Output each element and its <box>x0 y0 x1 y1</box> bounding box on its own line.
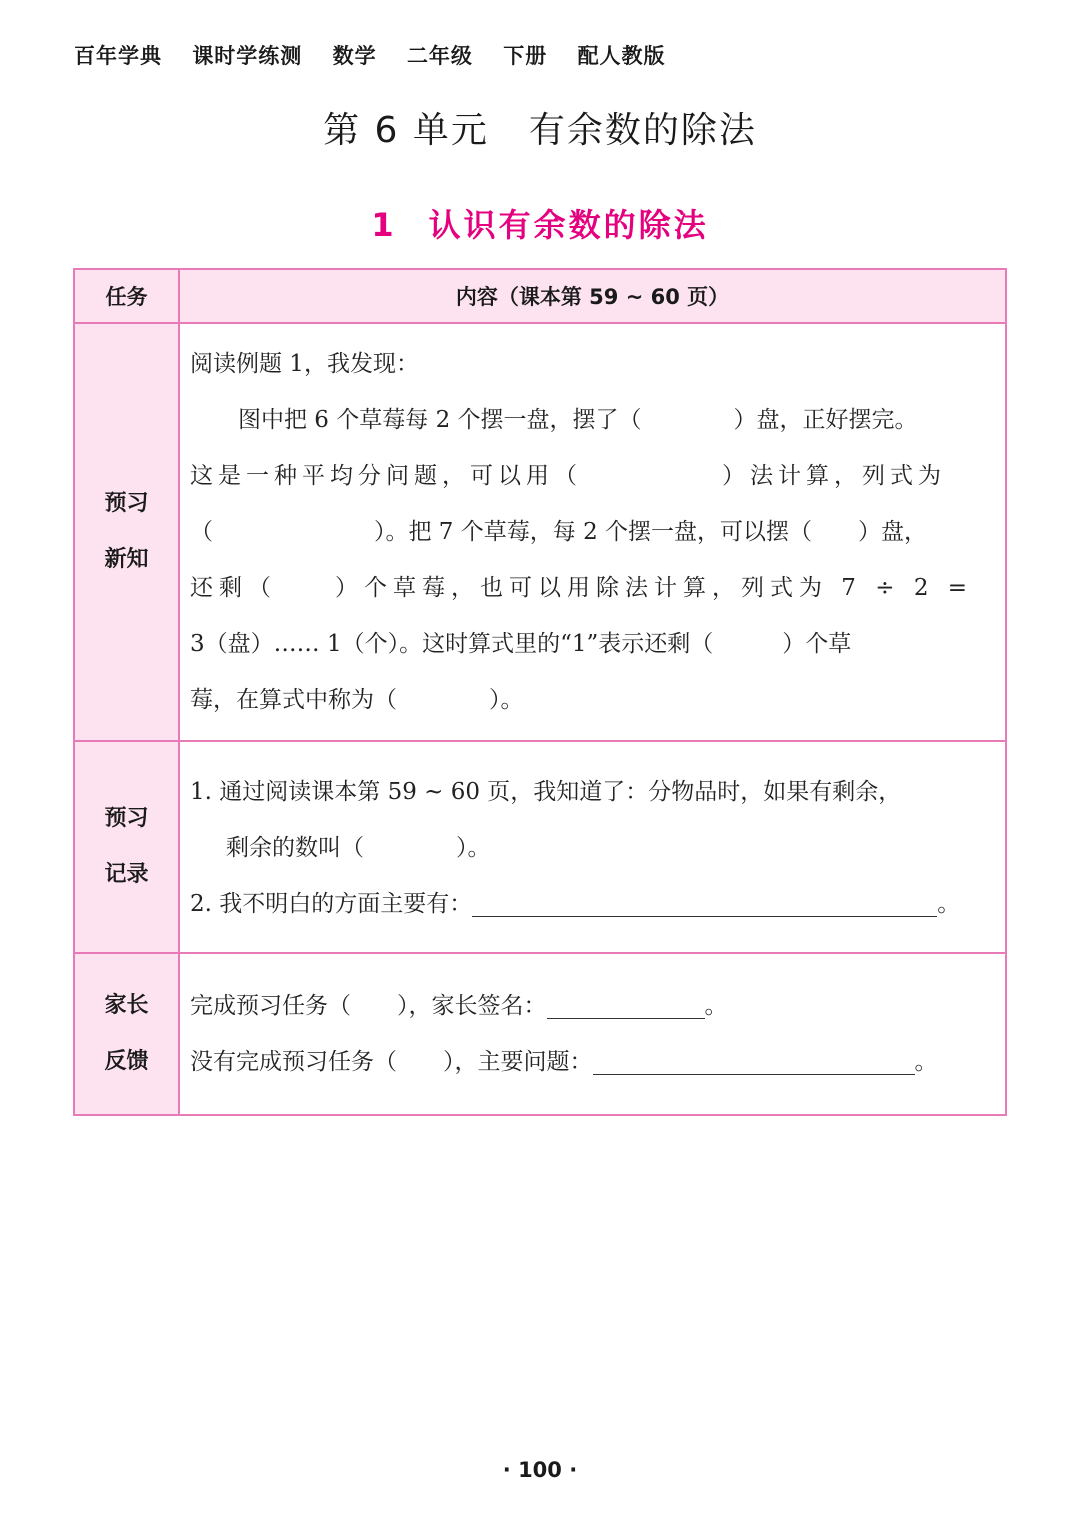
label-line: 预习 <box>104 806 149 831</box>
content-line: 图中把 6 个草莓每 2 个摆一盘，摆了（ ）盘，正好摆完。 <box>238 407 918 433</box>
table-row-parent-feedback <box>74 953 1006 1115</box>
answer-line[interactable] <box>472 882 937 917</box>
preview-task-table <box>73 268 1007 1116</box>
unit-name: 有余数的除法 <box>528 110 757 151</box>
problem-line[interactable] <box>593 1040 915 1075</box>
label-line: 记录 <box>104 862 149 887</box>
end-mark: 。 <box>937 891 961 917</box>
header-volume: 下册 <box>503 44 548 68</box>
header-series: 百年学典 <box>74 44 162 68</box>
parent-signature-line[interactable] <box>547 984 705 1019</box>
header-subject: 数学 <box>332 44 377 68</box>
row-label-preview-new <box>74 323 179 741</box>
content-line: 阅读例题 1，我发现： <box>190 351 419 377</box>
page-number: · 100 · <box>502 1458 578 1482</box>
item2-prompt: 2. 我不明白的方面主要有： <box>190 891 473 917</box>
content-line: 还剩（ ）个草莓，也可以用除法计算，列式为 7 ÷ 2 = <box>190 575 974 601</box>
header-edition: 配人教版 <box>577 44 666 68</box>
parent-feedback-content <box>179 953 1006 1115</box>
content-line: 1. 通过阅读课本第 59 ~ 60 页，我知道了：分物品时，如果有剩余， <box>190 779 902 805</box>
content-line <box>190 1034 995 1090</box>
header-grade: 二年级 <box>406 44 473 68</box>
preview-new-content <box>179 323 1006 741</box>
table-header-row <box>74 269 1006 323</box>
header-task: 任务 <box>74 269 179 323</box>
unit-title <box>0 102 1080 153</box>
lesson-title <box>0 200 1080 246</box>
book-header <box>74 40 688 70</box>
feedback-complete: 完成预习任务（ ），家长签名： <box>190 993 547 1019</box>
content-line <box>190 876 995 932</box>
row-label-preview-record <box>74 741 179 953</box>
content-line: 这是一种平均分问题，可以用（ ）法计算，列式为 <box>190 463 946 489</box>
table-row-preview-record <box>74 741 1006 953</box>
row-label-parent-feedback <box>74 953 179 1115</box>
label-line: 反馈 <box>104 1049 149 1074</box>
content-line: 莓，在算式中称为（ ）。 <box>190 687 524 713</box>
content-line: 剩余的数叫（ ）。 <box>226 835 491 861</box>
label-line: 预习 <box>104 491 149 516</box>
preview-record-content <box>179 741 1006 953</box>
header-book: 课时学练测 <box>192 44 303 68</box>
lesson-name: 认识有余数的除法 <box>428 206 709 244</box>
unit-number: 第 6 单元 <box>323 110 489 151</box>
table-row-preview-new <box>74 323 1006 741</box>
lesson-number: 1 <box>371 206 397 244</box>
label-line: 新知 <box>104 547 149 572</box>
header-content: 内容（课本第 59 ~ 60 页） <box>179 269 1006 323</box>
feedback-incomplete: 没有完成预习任务（ ），主要问题： <box>190 1049 593 1075</box>
content-line <box>190 978 995 1034</box>
content-line: （ ）。把 7 个草莓，每 2 个摆一盘，可以摆（ ）盘， <box>190 519 928 545</box>
content-line: 3（盘）…… 1（个）。这时算式里的“1”表示还剩（ ）个草 <box>190 631 852 657</box>
end-mark: 。 <box>914 1049 938 1075</box>
end-mark: 。 <box>704 993 728 1019</box>
label-line: 家长 <box>104 993 149 1018</box>
